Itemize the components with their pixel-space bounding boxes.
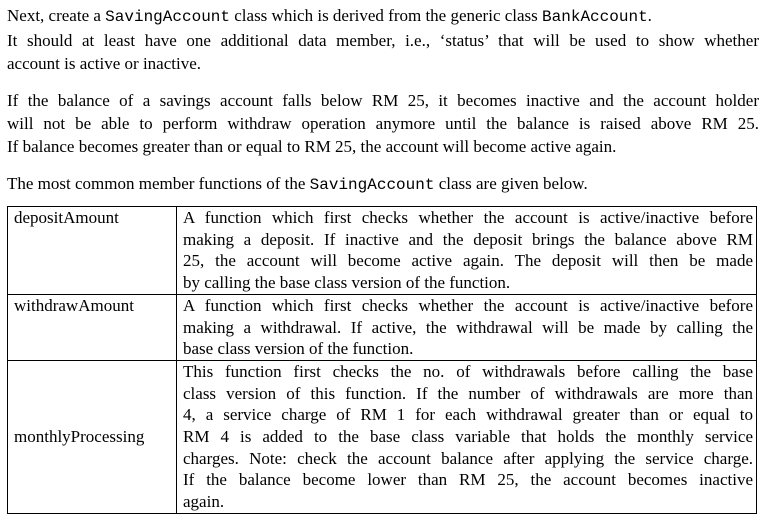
intro-line-2: It should at least have one additional data member, i.e., ‘status’ that will be used to show whether [7, 31, 759, 50]
intro-line-3: account is active or inactive. [7, 54, 201, 73]
function-name-cell: monthlyProcessing [8, 360, 177, 513]
functions-intro-paragraph [7, 172, 759, 197]
code-bank-account: BankAccount [542, 8, 648, 26]
function-description-cell [177, 360, 757, 513]
description-line: by calling the base class version of the function. [183, 273, 511, 293]
intro-text: . [647, 6, 652, 25]
description-line: A function which first checks whether the account is active/inactive before [183, 208, 753, 227]
description-line: 25, the account will become active again. The deposit will then be made [183, 251, 753, 271]
code-saving-account: SavingAccount [309, 176, 435, 194]
description-line: again. [183, 492, 225, 512]
function-description-cell [177, 207, 757, 295]
function-name-cell: withdrawAmount [8, 294, 177, 360]
description-line: base class version of the function. [183, 339, 414, 359]
description-line: 4, a service charge of RM 1 for each withdrawal greater than or equal to [183, 405, 753, 425]
description-line: If the balance become lower than RM 25, the account becomes inactive [183, 470, 753, 490]
balance-rule-line-1: If the balance of a savings account falls below RM 25, it becomes inactive and the account holder [7, 91, 759, 110]
balance-rule-line-3: If balance becomes greater than or equal to RM 25, the account will become active again. [7, 137, 617, 156]
table-row [8, 294, 757, 360]
intro-text: class which is derived from the generic class [230, 6, 543, 25]
balance-rule-paragraph [7, 89, 759, 158]
intro-line-1 [7, 4, 759, 29]
functions-intro-line [7, 172, 759, 197]
table-row [8, 360, 757, 513]
table-row [8, 207, 757, 295]
description-line: RM 4 is added to the base class variable that holds the monthly service [183, 427, 753, 447]
member-functions-table [7, 206, 757, 514]
intro-paragraph [7, 4, 759, 75]
function-name-cell: depositAmount [8, 207, 177, 295]
intro-text: Next, create a [7, 6, 106, 25]
description-line: A function which first checks whether the account is active/inactive before [183, 295, 753, 315]
functions-intro-text: The most common member functions of the [7, 174, 310, 193]
functions-intro-text: class are given below. [434, 174, 588, 193]
description-line: making a withdrawal. If active, the withdrawal will be made by calling the [183, 317, 753, 337]
description-line: This function first checks the no. of withdrawals before calling the base [183, 361, 753, 381]
balance-rule-line-2: will not be able to perform withdraw operation anymore until the balance is raised above RM 25. [7, 114, 759, 133]
description-line: making a deposit. If inactive and the deposit brings the balance above RM [183, 229, 753, 249]
description-line: class version of this function. If the number of withdrawals are more than [183, 383, 753, 403]
description-line: charges. Note: check the account balance after applying the service charge. [183, 448, 753, 468]
function-description-cell [177, 294, 757, 360]
code-saving-account: SavingAccount [105, 8, 230, 26]
